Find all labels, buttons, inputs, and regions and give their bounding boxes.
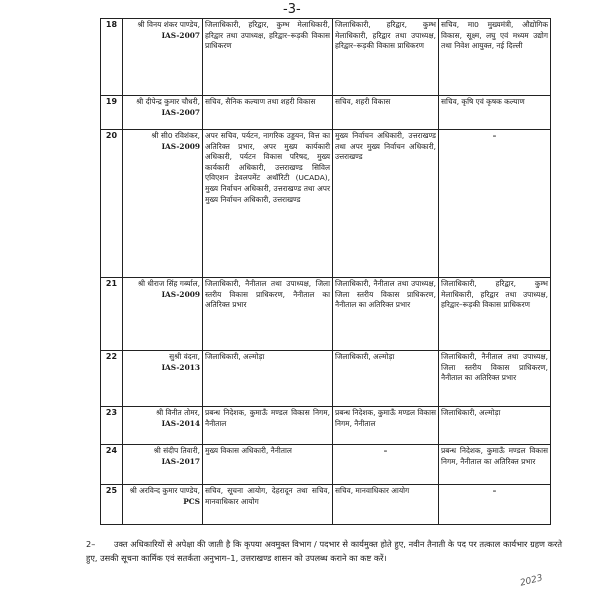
table-row	[101, 485, 551, 525]
new-post-cell	[439, 445, 551, 485]
table-row	[101, 96, 551, 130]
new-post-cell	[439, 130, 551, 278]
officer-name-cell	[123, 278, 203, 351]
officer-name-cell	[123, 130, 203, 278]
retained-post-text: जिलाधिकारी, नैनीताल तथा उपाध्यक्ष, जिला स्तरीय विकास प्राधिकरण, नैनीताल का अतिरिक्त प्रभार	[335, 279, 436, 310]
new-post-cell	[439, 19, 551, 96]
officer-service: IAS-2007	[161, 107, 200, 117]
transfer-table	[100, 18, 551, 525]
new-post-text: सचिव, मा0 मुख्यमंत्री, औद्योगिक विकास, सूक्ष्म, लघु एवं मध्यम उद्योग तथा निवेश आयुक्त, नई दिल्ली	[441, 20, 548, 51]
note-paragraph	[86, 537, 562, 565]
table-row	[101, 407, 551, 445]
new-post-text: जिलाधिकारी, हरिद्वार, कुम्भ मेलाधिकारी, हरिद्वार तथा उपाध्यक्ष, हरिद्वार–रूड़की विकास प्राधिकरण	[441, 279, 548, 310]
retained-post-cell	[333, 351, 439, 407]
current-post-cell	[203, 407, 333, 445]
officer-service: IAS-2009	[161, 289, 200, 299]
current-post-cell	[203, 19, 333, 96]
retained-post-cell	[333, 485, 439, 525]
officer-name: श्री दीपेन्द्र कुमार चौधरी,	[136, 97, 200, 106]
current-post-cell	[203, 96, 333, 130]
current-post-cell	[203, 351, 333, 407]
new-post-cell	[439, 351, 551, 407]
retained-post-cell	[333, 96, 439, 130]
officer-service: IAS-2017	[161, 456, 200, 466]
current-post-cell	[203, 278, 333, 351]
retained-post-cell	[333, 445, 439, 485]
current-post-text: सचिव, सैनिक कल्याण तथा शहरी विकास	[205, 97, 316, 106]
retained-post-text: प्रबन्ध निदेशक, कुमाऊँ मण्डल विकास निगम, नैनीताल	[335, 408, 436, 428]
retained-post-text: सचिव, मानवाधिकार आयोग	[335, 486, 410, 495]
officer-name: श्री धीराज सिंह गर्ब्याल,	[137, 279, 200, 288]
current-post-text: प्रबन्ध निदेशक, कुमाऊँ मण्डल विकास निगम, नैनीताल	[205, 408, 330, 428]
officer-service: IAS-2009	[161, 141, 200, 151]
officer-name-cell	[123, 19, 203, 96]
officer-name: श्री सी0 रविशंकर,	[151, 131, 200, 140]
officer-name-cell	[123, 96, 203, 130]
officer-name-cell	[123, 351, 203, 407]
officer-name: श्री संदीप तिवारी,	[153, 446, 200, 455]
officer-service: IAS-2013	[161, 362, 200, 372]
current-post-text: जिलाधिकारी, हरिद्वार, कुम्भ मेलाधिकारी, हरिद्वार तथा उपाध्यक्ष, हरिद्वार–रूड़की विकास प्राधिकरण	[205, 20, 330, 51]
retained-post-cell	[333, 407, 439, 445]
serial-number-cell: 25	[101, 485, 123, 525]
serial-number-cell: 23	[101, 407, 123, 445]
retained-post-cell	[333, 278, 439, 351]
current-post-text: जिलाधिकारी, नैनीताल तथा उपाध्यक्ष, जिला स्तरीय विकास प्राधिकरण, नैनीताल का अतिरिक्त प्रभार	[205, 279, 330, 310]
serial-number-cell: 22	[101, 351, 123, 407]
new-post-text: प्रबन्ध निदेशक, कुमाऊँ मण्डल विकास निगम, नैनीताल का अतिरिक्त प्रभार	[441, 446, 548, 466]
retained-post-text: मुख्य निर्वाचन अधिकारी, उत्तराखण्ड तथा अपर मुख्य निर्वाचन अधिकारी, उत्तराखण्ड	[335, 131, 436, 162]
serial-number-cell: 20	[101, 130, 123, 278]
officer-name: श्री अरविन्द कुमार पाण्डेय,	[129, 486, 200, 495]
officer-name-cell	[123, 407, 203, 445]
officer-name: श्री विनय शंकर पाण्डेय,	[137, 20, 200, 29]
retained-post-text: जिलाधिकारी, हरिद्वार, कुम्भ मेलाधिकारी, हरिद्वार तथा उपाध्यक्ष, हरिद्वार–रूड़की विकास प्राधिकरण	[335, 20, 436, 51]
retained-post-text: सचिव, शहरी विकास	[335, 97, 391, 106]
officer-name-cell	[123, 445, 203, 485]
officer-name-cell	[123, 485, 203, 525]
serial-number-cell: 21	[101, 278, 123, 351]
officer-name: सुश्री वंदना,	[169, 352, 200, 361]
current-post-text: मुख्य विकास अधिकारी, नैनीताल	[205, 446, 292, 455]
officer-service: PCS	[183, 496, 200, 506]
retained-post-text: –	[383, 446, 388, 455]
new-post-text: जिलाधिकारी, अल्मोड़ा	[441, 408, 501, 417]
table-row	[101, 278, 551, 351]
new-post-cell	[439, 96, 551, 130]
officer-service: IAS-2007	[161, 30, 200, 40]
table-row	[101, 351, 551, 407]
retained-post-text: जिलाधिकारी, अल्मोड़ा	[335, 352, 395, 361]
page-number: -3-	[283, 2, 301, 17]
new-post-text: सचिव, कृषि एवं कृषक कल्याण	[441, 97, 525, 106]
current-post-cell	[203, 485, 333, 525]
retained-post-cell	[333, 19, 439, 96]
table-row	[101, 19, 551, 96]
officer-name: श्री विनीत तोमर,	[155, 408, 200, 417]
note-number: 2–	[86, 539, 96, 549]
new-post-text: –	[492, 486, 497, 495]
retained-post-cell	[333, 130, 439, 278]
new-post-text: –	[492, 131, 497, 140]
signature-fragment: 2023	[519, 573, 544, 589]
serial-number-cell: 19	[101, 96, 123, 130]
serial-number-cell: 18	[101, 19, 123, 96]
table-row	[101, 445, 551, 485]
new-post-cell	[439, 278, 551, 351]
current-post-text: सचिव, सूचना आयोग, देहरादून तथा सचिव, मानवाधिकार आयोग	[205, 486, 330, 506]
table-row	[101, 130, 551, 278]
current-post-text: जिलाधिकारी, अल्मोड़ा	[205, 352, 265, 361]
current-post-cell	[203, 445, 333, 485]
current-post-text: अपर सचिव, पर्यटन, नागरिक उड्डयन, वित्त का अतिरिक्त प्रभार, अपर मुख्य कार्यकारी अधिकारी, पर्यटन विकास परिषद, मुख्य कार्यकारी अधिकारी, उत्तराखण्ड सिविल एविएशन डेवलपमेंट अथॉरिटी (UCADA), मुख्य निर्वाचन अधिकारी, उत्तराखण्ड तथा अपर मुख्य निर्वाचन अधिकारी, उत्तराखण्ड	[205, 131, 330, 204]
officer-service: IAS-2014	[161, 418, 200, 428]
new-post-text: जिलाधिकारी, नैनीताल तथा उपाध्यक्ष, जिला स्तरीय विकास प्राधिकरण, नैनीताल का अतिरिक्त प्रभार	[441, 352, 548, 383]
current-post-cell	[203, 130, 333, 278]
new-post-cell	[439, 485, 551, 525]
new-post-cell	[439, 407, 551, 445]
note-text: उक्त अधिकारियों से अपेक्षा की जाती है कि कृपया अवमुक्त विभाग / पदभार से कार्यमुक्त होते हुए, नवीन तैनाती के पद पर तत्काल कार्यभार ग्रहण करते हुए, उसकी सूचना कार्मिक एवं सतर्कता अनुभाग–1, उत्तराखण्ड शासन को उपलब्ध कराने का कष्ट करें।	[86, 539, 562, 563]
serial-number-cell: 24	[101, 445, 123, 485]
